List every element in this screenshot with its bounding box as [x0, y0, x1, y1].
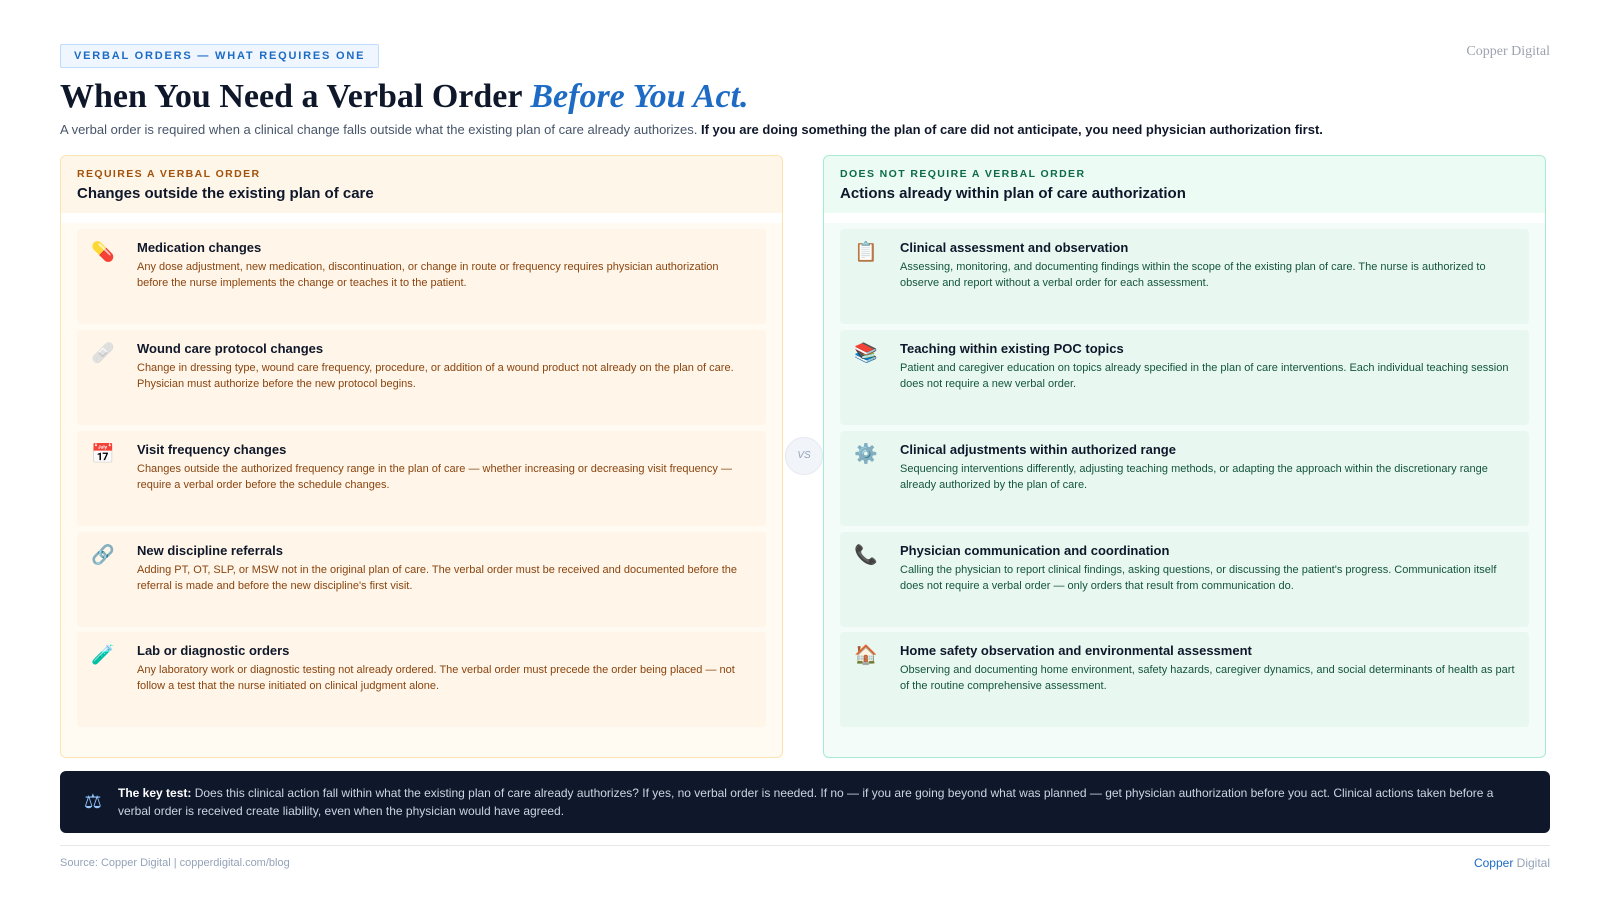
footer-brand-accent: Copper: [1473, 856, 1514, 870]
item-title: Wound care protocol changes: [137, 341, 324, 356]
subtitle-lead: A verbal order is required when a clinical change falls outside what the existing plan of care already authorizes.: [60, 122, 701, 137]
item-description: Calling the physician to report clinical findings, asking questions, or discussing the patient's progress. Communication itself does not require a verbal order — only orders that result from communication do.: [900, 564, 1497, 592]
panel-eyebrow: REQUIRES A VERBAL ORDER: [77, 168, 261, 180]
panel-divider: [61, 213, 782, 223]
item-title: Visit frequency changes: [137, 442, 287, 457]
calendar-icon: 📅: [91, 443, 115, 465]
list-item: [77, 632, 766, 727]
vs-badge: VS: [785, 437, 823, 475]
list-item: [77, 431, 766, 526]
list-item: [840, 229, 1529, 324]
item-title: Medication changes: [137, 240, 262, 255]
panel-eyebrow: DOES NOT REQUIRE A VERBAL ORDER: [840, 168, 1086, 180]
house-icon: 🏠: [854, 644, 878, 666]
no-verbal-order-panel: [823, 155, 1546, 758]
item-title: New discipline referrals: [137, 543, 283, 558]
panel-title: Changes outside the existing plan of care: [77, 185, 374, 202]
item-description: Any dose adjustment, new medication, discontinuation, or change in route or frequency requires physician authorization before the nurse implements the change or teaches it to the patient.: [137, 261, 719, 289]
panel-header: [61, 156, 782, 213]
item-description: Changes outside the authorized frequency range in the plan of care — whether increasing or decreasing visit frequency — require a verbal order before the schedule changes.: [137, 463, 732, 491]
item-title: Clinical assessment and observation: [900, 240, 1129, 255]
item-description: Patient and caregiver education on topics already specified in the plan of care interventions. Each individual teaching session does not require a new verbal order.: [900, 362, 1509, 390]
clipboard-icon: 📋: [854, 241, 878, 263]
gear-icon: ⚙️: [854, 443, 878, 465]
list-item: [840, 632, 1529, 727]
key-test-label: The key test:: [118, 786, 192, 800]
panel-divider: [824, 213, 1545, 223]
pill-icon: 💊: [91, 241, 115, 263]
footer-divider: [60, 845, 1550, 846]
list-item: [840, 330, 1529, 425]
item-title: Teaching within existing POC topics: [900, 341, 1124, 356]
key-test-body: Does this clinical action fall within what the existing plan of care already authorizes? If yes, no verbal order is needed. If no — if you are going beyond what was planned — get physician authorization before you act. Clinical actions taken before a verbal order is received create liability, even when the physician would have agreed.: [118, 786, 1494, 818]
item-title: Physician communication and coordination: [900, 543, 1170, 558]
item-description: Adding PT, OT, SLP, or MSW not in the original plan of care. The verbal order must be received and documented before the referral is made and before the new discipline's first visit.: [137, 564, 738, 592]
list-item: [77, 532, 766, 627]
test-tube-icon: 🧪: [91, 644, 115, 666]
footer-brand-rest: Digital: [1513, 856, 1550, 870]
item-description: Any laboratory work or diagnostic testing not already ordered. The verbal order must precede the order being placed — not follow a test that the nurse initiated on clinical judgment alone.: [137, 664, 735, 692]
item-title: Clinical adjustments within authorized range: [900, 442, 1176, 457]
list-item: [840, 431, 1529, 526]
key-test-callout: [60, 771, 1550, 833]
footer-brand: [1474, 856, 1550, 870]
title-accent: Before You Act.: [530, 78, 749, 115]
item-description: Assessing, monitoring, and documenting findings within the scope of the existing plan of care. The nurse is authorized to observe and report without a verbal order for each assessment.: [900, 261, 1486, 289]
link-icon: 🔗: [91, 544, 115, 566]
phone-icon: 📞: [854, 544, 878, 566]
page-subtitle: [60, 122, 1550, 137]
panel-title: Actions already within plan of care authorization: [840, 185, 1186, 202]
item-description: Observing and documenting home environment, safety hazards, caregiver dynamics, and social determinants of health as part of the routine comprehensive assessment.: [900, 664, 1515, 692]
list-item: [77, 330, 766, 425]
item-title: Lab or diagnostic orders: [137, 643, 290, 658]
item-description: Sequencing interventions differently, adjusting teaching methods, or adapting the approach within the discretionary range already authorized by the plan of care.: [900, 463, 1488, 491]
list-item: [840, 532, 1529, 627]
page-title: [60, 78, 749, 116]
key-test-text: [118, 784, 1510, 820]
bandage-icon: 🩹: [91, 342, 115, 364]
item-description: Change in dressing type, wound care frequency, procedure, or addition of a wound product not already on the plan of care. Physician must authorize before the new protocol begins.: [137, 362, 734, 390]
eyebrow-tag: VERBAL ORDERS — WHAT REQUIRES ONE: [60, 44, 379, 68]
subtitle-bold: If you are doing something the plan of care did not anticipate, you need physician authorization first.: [700, 122, 1323, 137]
brand-logo-text: Copper Digital: [1466, 44, 1550, 59]
scales-icon: ⚖: [84, 789, 102, 813]
requires-verbal-order-panel: [60, 155, 783, 758]
books-icon: 📚: [854, 342, 878, 364]
title-main: When You Need a Verbal Order: [60, 78, 531, 115]
panel-header: [824, 156, 1545, 213]
source-credit: Source: Copper Digital | copperdigital.com/blog: [60, 857, 290, 869]
list-item: [77, 229, 766, 324]
item-title: Home safety observation and environmental assessment: [900, 643, 1252, 658]
